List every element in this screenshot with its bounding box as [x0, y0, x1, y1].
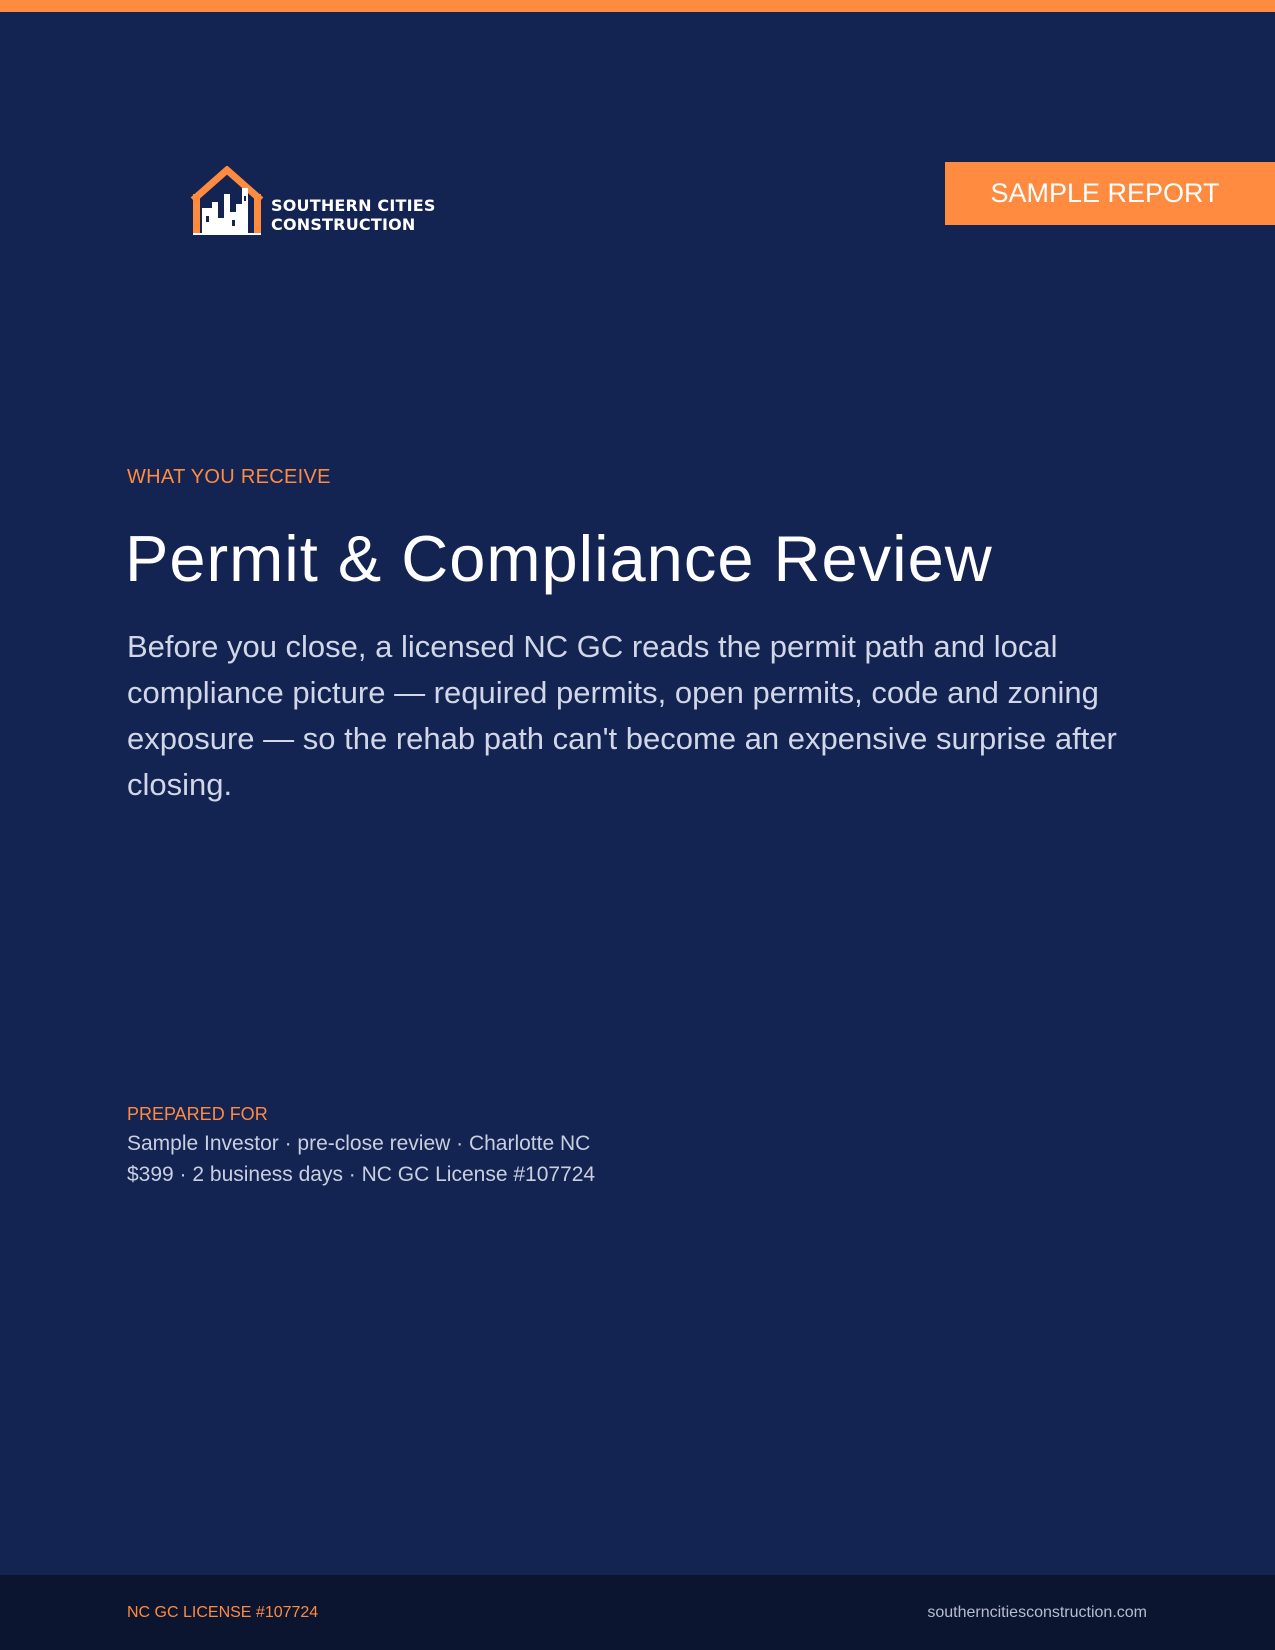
footer-license: NC GC LICENSE #107724 — [127, 1604, 319, 1621]
logo-line-1: SOUTHERN CITIES — [271, 196, 436, 215]
logo-wordmark — [271, 196, 436, 234]
footer — [0, 1575, 1275, 1650]
prepared-for-terms: $399 · 2 business days · NC GC License #107724 — [127, 1163, 596, 1186]
top-accent-bar — [0, 0, 1275, 12]
service-description: Before you close, a licensed NC GC reads the permit path and local compliance picture — required permits, open permits, code and zoning exposure — so the rehab path can't become an expensive surprise after closing. — [127, 629, 1117, 802]
page-title: Permit & Compliance Review — [125, 522, 993, 595]
prepared-for-client: Sample Investor · pre-close review · Charlotte NC — [127, 1132, 591, 1155]
section-eyebrow: WHAT YOU RECEIVE — [127, 466, 331, 488]
footer-website: southerncitiesconstruction.com — [927, 1604, 1147, 1621]
sample-report-badge: SAMPLE REPORT — [945, 162, 1275, 225]
logo-line-2: CONSTRUCTION — [271, 215, 416, 234]
company-logo — [190, 166, 440, 238]
house-skyline-icon — [190, 166, 264, 238]
prepared-for-label: PREPARED FOR — [127, 1104, 268, 1124]
